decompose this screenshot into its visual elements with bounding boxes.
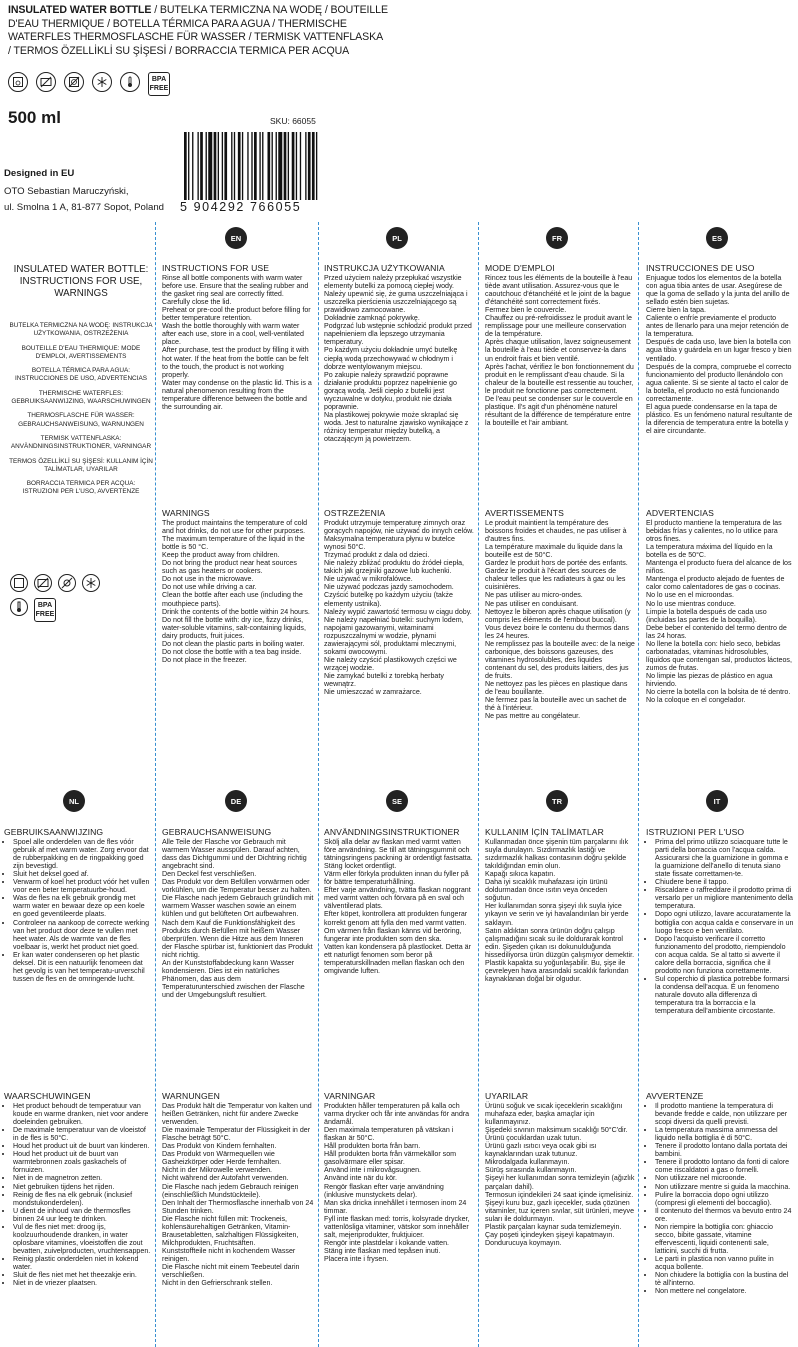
barcode-bar	[218, 132, 219, 200]
paragraph: Värm eller förkyla produkten innan du fyller på för bättre temperaturhållning.	[324, 870, 469, 887]
paragraph: Skölj alla delar av flaskan med varmt vatten före användning. Se till att tätningsgummit och tätningsringens packning är ordentligt fastsatta.	[324, 838, 473, 863]
barcode-bar	[214, 132, 217, 200]
paragraph: Wash the bottle thoroughly with warm water after each use, store in a cool, well-ventilated place.	[162, 322, 304, 347]
paragraph: Den Deckel fest verschließen.	[162, 870, 257, 879]
list-item: • Controleer na aankoop de correcte werking van het product door deze te vullen met heet water. Als de warmte van de fles voelbaar is, werkt het product niet goed.	[13, 919, 152, 951]
barcode-bar	[316, 132, 317, 200]
language-item: BOTELLA TÉRMICA PARA AGUA: INSTRUCCIONES DE USO, ADVERTENCIAS	[15, 367, 147, 383]
paragraph: Na plastikowej pokrywie może skraplać się woda. Jest to naturalne zjawisko wynikające z różnicy temperatur między butelką, a otaczającym ją powietrzem.	[324, 410, 469, 443]
list-item: • Houd het product uit de buurt van warmtebronnen zoals gaskachels of fornuizen.	[13, 1150, 152, 1174]
paragraph: Kunststoffteile nicht in kochendem Wasser reinigen.	[162, 1246, 296, 1263]
paragraph: Çay poşeti içindeyken şişeyi kapatmayın.	[485, 1230, 615, 1239]
paragraph: Czyścić butelkę po każdym użyciu (także elementy ustnika).	[324, 591, 453, 608]
barcode-bar	[242, 132, 243, 200]
section-body	[646, 519, 794, 704]
barcode-bar	[305, 132, 306, 200]
section-heading: VARNINGAR	[324, 1091, 376, 1101]
list-item: • Niet in de magnetron zetten.	[13, 1174, 152, 1182]
paragraph: Ürünü soğuk ve sıcak içeceklerin sıcaklığını muhafaza eder, başka amaçlar için kullanmayınız.	[485, 1102, 623, 1127]
dryer-no-icon	[64, 72, 84, 92]
microwave-no-icon	[36, 72, 56, 92]
paragraph: No cierre la botella con la bolsita de té dentro.	[646, 688, 791, 697]
language-item: THERMOSFLASCHE FÜR WASSER: GEBRAUCHSANWEISUNG, WARNUNGEN	[18, 412, 144, 428]
flag-it: IT	[706, 790, 728, 812]
list-item: • Non utilizzare nel microonde.	[655, 1174, 794, 1182]
barcode-bar	[206, 132, 207, 200]
barcode-bar	[224, 132, 227, 200]
paragraph: Clean the bottle after each use (including the mouthpiece parts).	[162, 591, 303, 608]
divider	[318, 222, 319, 1347]
paragraph: Maksymalna temperatura płynu w butelce wynosi 50°C.	[324, 535, 455, 552]
paragraph: Nicht während der Autofahrt verwenden.	[162, 1174, 289, 1183]
paragraph: Das Produkt von Wärmequellen wie Gasheizkörper oder Herde fernhalten.	[162, 1150, 282, 1167]
paragraph: Do not use while driving a car.	[162, 583, 257, 592]
paragraph: La temperatura máxima del líquido en la botella es de 50°C.	[646, 543, 773, 560]
paragraph: Rengör inte plastdelar i kokande vatten.	[324, 1238, 450, 1247]
divider	[478, 222, 479, 1347]
list-item: • Non chiudere la bottiglia con la bustina del tè all'interno.	[655, 1271, 794, 1287]
language-item: TERMOS ÖZELLİKLİ SU ŞİŞESİ: KULLANIM İÇİN TALİMATLAR, UYARILAR	[9, 457, 153, 473]
paragraph: Nach dem Kauf die Funktionsfähigkeit des Produkts durch Befüllen mit heißem Wasser überprüfen. Wenn die Hitze aus dem Inneren der Flasche spürbar ist, funktioniert das Produkt nicht richtig.	[162, 918, 313, 959]
paragraph: Plastik parçaları kaynar suda temizlemeyin.	[485, 1222, 622, 1231]
barcode-bar	[208, 132, 212, 200]
barcode-bar	[276, 132, 277, 200]
section-heading: UYARILAR	[485, 1091, 529, 1101]
section-heading: KULLANIM İÇİN TALİMATLAR	[485, 827, 604, 837]
paragraph: Alle Teile der Flasche vor Gebrauch mit warmem Wasser ausspülen. Darauf achten, dass das Dichtgummi und der Dichtring richtig angebracht sind.	[162, 838, 307, 871]
symbol-icons-small	[10, 574, 120, 622]
paragraph: Drink the contents of the bottle within 24 hours.	[162, 607, 310, 616]
section-it-warnings	[646, 1092, 794, 1295]
section-es	[646, 264, 794, 435]
bpa-free-icon: BPA FREE	[34, 598, 56, 622]
section-body	[485, 519, 635, 720]
section-se	[324, 828, 474, 975]
language-item: BOUTEILLE D'EAU THERMIQUE: MODE D'EMPLOI, AVERTISSEMENTS	[21, 344, 141, 360]
paragraph: Stäng locket ordentligt.	[324, 862, 397, 871]
paragraph: Keep the product away from children.	[162, 551, 280, 560]
list-item: • Verwarm of koel het product vóór het vullen voor een beter temperatuurbe-houd.	[13, 878, 152, 894]
paragraph: Şişeyi kuru buz, gazlı içecekler, suda çözünen vitaminler, tuz içeren sıvılar, süt ürünleri, meyve suları ile doldurmayın.	[485, 1198, 635, 1223]
list-item: • Riscaldare o raffreddare il prodotto prima di versarlo per un migliore mantenimento della temperatura.	[655, 886, 794, 910]
paragraph: Do not fill the bottle with: dry ice, fizzy drinks, water-soluble vitamins, salt-containing liquids, dairy products, fruit juices.	[162, 615, 306, 640]
barcode-bar	[238, 132, 241, 200]
paragraph: Placera inte i frysen.	[324, 1254, 389, 1263]
section-heading: GEBRUIKSAANWIJZING	[4, 827, 104, 837]
list-item: • Non utilizzare mentre si guida la macchina.	[655, 1183, 794, 1191]
language-item: THERMISCHE WATERFLES: GEBRUIKSAANWIJZING, WAARSCHUWINGEN	[11, 389, 151, 406]
paragraph: Rincez tous les éléments de la bouteille à l'eau tiède avant utilisation. Assurez-vous que le caoutchouc d'étanchéité et le joint de la bague d'étanchéité sont correctement fixés.	[485, 274, 633, 307]
section-heading: INSTRUCTIONS FOR USE	[162, 263, 270, 273]
flag-pl: PL	[386, 227, 408, 249]
barcode	[184, 132, 320, 202]
paragraph: Nettoyez le biberon après chaque utilisation (y compris les éléments de l'embout buccal).	[485, 607, 631, 624]
paragraph: Nie należy zbliżać produktu do źródeł ciepła, takich jak grzejniki gazowe lub kuchenki.	[324, 559, 464, 576]
section-body	[646, 1102, 794, 1295]
paragraph: Ne fermez pas la bouteille avec un sachet de thé à l'intérieur.	[485, 696, 627, 713]
paragraph: Nicht in der Mikrowelle verwenden.	[162, 1166, 272, 1175]
paragraph: Nie używać podczas jazdy samochodem.	[324, 583, 454, 592]
section-heading: GEBRAUCHSANWEISUNG	[162, 827, 272, 837]
product-title: INSULATED WATER BOTTLE / BUTELKA TERMICZNA NA WODĘ / BOUTEILLE D'EAU THERMIQUE / BOTELLA TÉRMICA PARA AGUA / THERMISCHE WATERFLES THERMOSFLASCHE FÜR WASSER / TERMISK VATTENFLASKA / TERMOS ÖZELLİKLİ SU ŞİŞESİ / BORRACCIA TERMICA PER ACQUA	[8, 4, 388, 57]
temperature-icon	[120, 72, 140, 92]
barcode-bar	[312, 132, 315, 200]
paragraph: After purchase, test the product by filling it with hot water. If the heat from the bottle can be felt to the touch, the product is not working properly.	[162, 346, 309, 379]
paragraph: Stäng inte flaskan med tepåsen inuti.	[324, 1246, 441, 1255]
section-se-warnings	[324, 1092, 474, 1263]
paragraph: Ürünü gazlı ısıtıcı veya ocak gibi ısı kaynaklarından uzak tutunuz.	[485, 1142, 597, 1159]
barcode-bar	[288, 132, 289, 200]
list-item: • Was de fles na elk gebruik grondig met warm water en bewaar deze op een koele en goed geventileerde plaats.	[13, 894, 152, 918]
paragraph: Produkten håller temperaturen på kalla och varma drycker och får inte användas för andra ändamål.	[324, 1102, 470, 1127]
section-tr	[485, 828, 635, 983]
paragraph: Limpie la botella después de cada uso (incluidas las partes de la boquilla).	[646, 607, 767, 624]
paragraph: Podgrzać lub wstępnie schłodzić produkt przed napełnieniem dla lepszego utrzymania temperatury.	[324, 322, 472, 347]
barcode-bar	[254, 132, 257, 200]
paragraph: Kapağı sıkıca kapatın.	[485, 870, 556, 879]
list-item: • Pulire la borraccia dopo ogni utilizzo (compresi gli elementi del boccaglio).	[655, 1191, 794, 1207]
sidebar-title: INSULATED WATER BOTTLE: INSTRUCTIONS FOR USE, WARNINGS	[13, 264, 149, 299]
list-item: • Reinig plastic onderdelen niet in kokend water.	[13, 1255, 152, 1271]
list-item: • De maximale temperatuur van de vloeistof in de fles is 50°C.	[13, 1126, 152, 1142]
section-body	[162, 519, 312, 664]
freezer-no-icon	[92, 72, 112, 92]
section-fr-warnings	[485, 509, 635, 720]
paragraph: Die maximale Temperatur der Flüssigkeit in der Flasche beträgt 50°C.	[162, 1126, 311, 1143]
paragraph: Nicht in den Gefrierschrank stellen.	[162, 1279, 273, 1288]
flag-es: ES	[706, 227, 728, 249]
barcode-bar	[234, 132, 235, 200]
barcode-bar	[267, 132, 270, 200]
list-item: • Dopo l'acquisto verificare il corretto funzionamento del prodotto, riempiendolo con acqua calda. Se al tatto si avverte il calore della borraccia, significa che il prodotto non funziona correttamente.	[655, 935, 794, 975]
paragraph: Den maximala temperaturen på vätskan i flaskan är 50°C.	[324, 1126, 454, 1143]
section-fr	[485, 264, 635, 427]
paragraph: Po zakupie należy sprawdzić poprawne działanie produktu poprzez napełnienie go gorącą wodą. Jeśli ciepło z butelki jest wyczuwalne w dotyku, produkt nie działa poprawnie.	[324, 370, 457, 411]
paragraph: Po każdym użyciu dokładnie umyć butelkę ciepłą wodą przechowywać w chłodnym i dobrze wentylowanym miejscu.	[324, 346, 458, 371]
barcode-bar	[262, 132, 263, 200]
barcode-bar	[300, 132, 301, 200]
flag-de: DE	[225, 790, 247, 812]
paragraph: Preheat or pre-cool the product before filling for better temperature retention.	[162, 306, 311, 323]
company-address: OTO Sebastian Maruczyński, ul. Smolna 1 A, 81-877 Sopot, Poland	[4, 186, 165, 213]
paragraph: Después de cada uso, lave bien la botella con agua tibia y guárdela en un lugar fresco y bien ventilado.	[646, 338, 792, 363]
barcode-bar	[184, 132, 187, 200]
paragraph: Mantenga el producto fuera del alcance de los niños.	[646, 559, 792, 576]
paragraph: Après chaque utilisation, lavez soigneusement la bouteille à l'eau tiède et conservez-la dans un endroit frais et bien ventilé.	[485, 338, 631, 363]
paragraph: Håll produkten borta från barn.	[324, 1142, 421, 1151]
paragraph: Satın aldıktan sonra ürünün doğru çalışıp çalışmadığını sıcak su ile doldurarak kontrol edin. Şişeden çıkan ısı dokunulduğunda hissediliyorsa ürün düzgün çalışmıyor demektir.	[485, 926, 635, 959]
paragraph: Do not use in the microwave.	[162, 575, 254, 584]
list-item: • Reinig de fles na elk gebruik (inclusief mondstukonderdelen).	[13, 1191, 152, 1207]
list-item: • Tenere il prodotto lontano dalla portata dei bambini.	[655, 1142, 794, 1158]
paragraph: Mantenga el producto alejado de fuentes de calor como calentadores de gas o cocinas.	[646, 575, 785, 592]
paragraph: Ne remplissez pas la bouteille avec: de la neige carbonique, des boissons gazeuses, des vitamines hydrosolubles, des liquides contenant du sel, des produits laitiers, des jus de fruits.	[485, 639, 635, 680]
flag-en: EN	[225, 227, 247, 249]
paragraph: Man ska dricka innehållet i termosen inom 24 timmar.	[324, 1198, 467, 1215]
paragraph: Mikrodalgada kullanmayın.	[485, 1158, 570, 1167]
section-body	[646, 838, 794, 1015]
section-heading: INSTRUCCIONES DE USO	[646, 263, 755, 273]
paragraph: La température maximale du liquide dans la bouteille est de 50°C.	[485, 543, 623, 560]
list-item: • Het product behoudt de temperatuur van koude en warme dranken, niet voor andere doeleinden gebruiken.	[13, 1102, 152, 1126]
section-heading: ADVERTENCIAS	[646, 508, 714, 518]
barcode-bar	[197, 132, 198, 200]
section-heading: INSTRUKCJA UŻYTKOWANIA	[324, 263, 445, 273]
paragraph: Należy wypić zawartość termosu w ciągu doby.	[324, 607, 472, 616]
language-list	[8, 322, 154, 503]
paragraph: Vous devez boire le contenu du thermos dans les 24 heures.	[485, 623, 629, 640]
list-item: • Chiudere bene il tappo.	[655, 878, 794, 886]
paragraph: Efter varje användning, tvätta flaskan noggrant med varmt vatten och förvara på en sval och välventilerad plats.	[324, 886, 471, 911]
list-item: • Tenere il prodotto lontano da fonti di calore come riscaldatori a gas o fornelli.	[655, 1158, 794, 1174]
capacity: 500 ml	[8, 108, 61, 127]
paragraph: El producto mantiene la temperatura de las bebidas frías y calientes, no lo utilice para otros fines.	[646, 519, 782, 544]
section-de	[162, 828, 314, 999]
section-nl-warnings	[4, 1092, 152, 1287]
list-item: • Vul de fles niet met: droog ijs, koolzuurhoudende dranken, in water oplosbare vitamines, vloeistoffen die zout bevatten, zuivelproducten, vruchtensappen.	[13, 1223, 152, 1255]
paragraph: Die Flasche nicht mit einem Teebeutel darin verschließen.	[162, 1262, 300, 1280]
paragraph: Trzymać produkt z dala od dzieci.	[324, 551, 430, 560]
list-item: • Non mettere nel congelatore.	[655, 1287, 794, 1295]
paragraph: Das Produkt vor dem Befüllen vorwärmen oder vorkühlen, um die Temperatur besser zu halten.	[162, 878, 312, 895]
barcode-bar	[308, 132, 311, 200]
paragraph: Do not bring the product near heat sources such as gas heaters or cookers.	[162, 559, 297, 576]
paragraph: Ne nettoyez pas les pièces en plastique dans de l'eau bouillante.	[485, 679, 628, 697]
paragraph: Ne pas utiliser en conduisant.	[485, 599, 579, 608]
divider	[155, 222, 156, 1347]
list-item: • Sluit de fles niet met het theezakje erin.	[13, 1271, 152, 1279]
barcode-bar	[188, 132, 189, 200]
section-heading: WAARSCHUWINGEN	[4, 1091, 91, 1101]
list-item: • Houd het product uit de buurt van kinderen.	[13, 1142, 152, 1150]
paragraph: The product maintains the temperature of cold and hot drinks, do not use for other purposes.	[162, 519, 308, 536]
paragraph: Carefully close the lid.	[162, 298, 232, 307]
barcode-bar	[278, 132, 282, 200]
section-body	[162, 274, 312, 411]
paragraph: Chauffez ou pré-refroidissez le produit avant le remplissage pour une meilleure conservation de la température.	[485, 314, 632, 339]
list-item: • U dient de inhoud van de thermosfles binnen 24 uur leeg te drinken.	[13, 1207, 152, 1223]
list-item: • Non riempire la bottiglia con: ghiaccio secco, bibite gassate, vitamine effervescenti, liquidi contenenti sale, latticini, succhi di frutta.	[655, 1223, 794, 1255]
language-item: BORRACCIA TERMICA PER ACQUA: ISTRUZIONI PER L'USO, AVVERTENZE	[22, 480, 140, 496]
sku: SKU: 66055	[270, 116, 316, 126]
section-tr-warnings	[485, 1092, 635, 1247]
paragraph: De l'eau peut se condenser sur le couvercle en plastique. Il's agit d'un phénomène naturel résultant de la différence de température entre la bouteille et l'air ambiant.	[485, 394, 633, 427]
list-item: • Prima del primo utilizzo sciacquare tutte le parti della borraccia con l'acqua calda. Assicurarsi che la guarnizione in gomma e la guarnizione dell'anello di tenuta siano state fissate correttamen-te.	[655, 838, 794, 878]
section-de-warnings	[162, 1092, 314, 1287]
barcode-bar	[251, 132, 252, 200]
flag-se: SE	[386, 790, 408, 812]
paragraph: Håll produkten borta från värmekällor som gasolvärmare eller spisar.	[324, 1150, 457, 1167]
paragraph: No lo use mientras conduce.	[646, 599, 736, 608]
paragraph: Nie używać w mikrofalówce.	[324, 575, 413, 584]
paragraph: Le produit maintient la température des boissons froides et chaudes, ne pas utiliser à d'autres fins.	[485, 519, 627, 544]
barcode-bar	[192, 132, 193, 200]
dishwasher-icon	[10, 574, 28, 592]
paragraph: Enjuague todos los elementos de la botella con agua tibia antes de usar. Asegúrese de que la goma de sellado y la junta del anillo de sellado estén bien sujetas.	[646, 274, 790, 307]
paragraph: Daha iyi sıcaklık muhafazası için ürünü doldurmadan önce ısıtın veya önceden soğutun.	[485, 878, 608, 903]
dishwasher-icon	[8, 72, 28, 92]
section-heading: WARNINGS	[162, 508, 210, 518]
freezer-no-icon	[82, 574, 100, 592]
paragraph: Produkt utrzymuje temperaturę zimnych oraz gorących napojów, nie używać do innych celów.	[324, 519, 474, 536]
paragraph: Dokładnie zamknąć pokrywkę.	[324, 314, 420, 323]
section-heading: WARNUNGEN	[162, 1091, 220, 1101]
section-pl	[324, 264, 474, 443]
paragraph: Nie należy napełniać butelki: suchym lodem, napojami gazowanymi, witaminami rozpuszczalnymi w wodzie, płynami zawierającymi sól, produktami mlecznymi, sokami owocowymi.	[324, 615, 464, 656]
section-pl-warnings	[324, 509, 474, 696]
list-item: • La temperatura massima ammessa del liquido nella bottiglia è di 50°C.	[655, 1126, 794, 1142]
section-body	[646, 274, 794, 435]
paragraph: Después de la compra, compruebe el correcto funcionamiento del producto llenándolo con agua caliente. Si se siente al tacto el calor de la botella, el producto no está funcionando correctamente.	[646, 362, 792, 403]
paragraph: No lo use en el microondas.	[646, 591, 734, 600]
section-body	[485, 1102, 635, 1247]
section-heading: MODE D'EMPLOI	[485, 263, 555, 273]
section-body	[4, 1102, 152, 1287]
paragraph: No limpie las piezas de plástico en agua hirviendo.	[646, 671, 773, 688]
barcode-bar	[272, 132, 273, 200]
flag-nl: NL	[63, 790, 85, 812]
paragraph: Rinse all bottle components with warm water before use. Ensure that the sealing rubber and the gasket ring seal are correctly fitted.	[162, 274, 309, 299]
paragraph: Nie umieszczać w zamrażarce.	[324, 688, 422, 697]
section-it	[646, 828, 794, 1015]
paragraph: Ne pas mettre au congélateur.	[485, 712, 581, 721]
barcode-bar	[231, 132, 232, 200]
paragraph: Her kullanımdan sonra şişeyi ılık suyla iyice yıkayın ve serin ve iyi havalandırılan bir yerde saklayın.	[485, 902, 629, 927]
list-item: • Spoel alle onderdelen van de fles vóór gebruik af met warm water. Zorg ervoor dat de rubberpakking en de ringpakking goed zijn bevestigd.	[13, 838, 152, 870]
section-heading: AVVERTENZE	[646, 1091, 704, 1101]
list-item: • Sul coperchio di plastica potrebbe formarsi la condensa dell'acqua. È un fenomeno naturale dovuto alla differenza di temperatura tra la borraccia e la temperatura dell'ambiente circostante.	[655, 975, 794, 1015]
paragraph: No llene la botella con: hielo seco, bebidas carbonatadas, vitaminas hidrosolubles, líquidos que contengan sal, productos lácteos, zumos de frutas.	[646, 639, 792, 672]
paragraph: Dondurucuya koymayın.	[485, 1238, 562, 1247]
divider	[638, 222, 639, 1347]
paragraph: Använd inte när du kör.	[324, 1174, 397, 1183]
paragraph: Ne pas utiliser au micro-ondes.	[485, 591, 583, 600]
designed-in: Designed in EU	[4, 168, 75, 179]
section-body	[324, 838, 474, 975]
paragraph: Caliente o enfríe previamente el producto antes de llenarlo para una mejor retención de la temperatura.	[646, 314, 789, 339]
list-item: • Le parti in plastica non vanno pulite in acqua bollente.	[655, 1255, 794, 1271]
paragraph: Plastik kapakta su yoğunlaşabilir. Bu, şişe ile çevreleyen hava arasındaki sıcaklık farkından kaynaklanan doğal bir olgudur.	[485, 958, 629, 983]
paragraph: Efter köpet, kontrollera att produkten fungerar korrekt genom att fylla den med varmt vatten. Om värmen från flaskan känns vid beröring, fungerar inte produkten som den ska.	[324, 910, 468, 943]
section-body	[324, 274, 474, 443]
section-body	[4, 838, 152, 983]
paragraph: Fermez bien le couvercle.	[485, 306, 567, 315]
section-body	[162, 1102, 314, 1287]
barcode-bar	[284, 132, 287, 200]
language-item: BUTELKA TERMICZNA NA WODĘ: INSTRUKCJA UŻYTKOWANIA, OSTRZEŻENIA	[9, 322, 153, 338]
barcode-bar	[247, 132, 248, 200]
bpa-free-icon: BPA FREE	[148, 72, 170, 96]
paragraph: Do not place in the freezer.	[162, 655, 247, 664]
paragraph: Das Produkt von Kindern fernhalten.	[162, 1142, 277, 1151]
barcode-bar	[259, 132, 260, 200]
barcode-bar	[296, 132, 297, 200]
paragraph: Do not clean the plastic parts in boiling water.	[162, 639, 305, 648]
barcode-bar	[292, 132, 295, 200]
section-en-warnings	[162, 509, 312, 664]
list-item: • Sluit het deksel goed af.	[13, 870, 152, 878]
section-body	[324, 519, 474, 696]
paragraph: Termosun içindekileri 24 saat içinde içmelisiniz.	[485, 1190, 634, 1199]
section-body	[162, 838, 314, 999]
paragraph: Gardez le produit à l'écart des sources de chaleur telles que les radiateurs à gaz ou les cuisinières.	[485, 567, 626, 592]
list-item: • Niet gebruiken tijdens het rijden.	[13, 1183, 152, 1191]
language-item: TERMISK VATTENFLASKA: ANVÄNDNINGSINSTRUKTIONER, VARNINGAR	[10, 434, 152, 451]
paragraph: Den Inhalt der Thermosflasche innerhalb von 24 Stunden trinken.	[162, 1198, 314, 1215]
list-item: • Dopo ogni utilizzo, lavare accuratamente la bottiglia con acqua calda e conservare in un luogo fresco e ben ventilato.	[655, 910, 794, 934]
paragraph: Do not close the bottle with a tea bag inside.	[162, 647, 302, 656]
paragraph: An der Kunststoffabdeckung kann Wasser kondensieren. Dies ist ein natürliches Phänomen, das aus dem Temperaturunterschied zwischen der Flasche und der Umgebungsluft resultiert.	[162, 958, 305, 999]
paragraph: Water may condense on the plastic lid. This is a natural phenomenon resulting from the temperature difference between the bottle and the surrounding air.	[162, 378, 312, 411]
list-item: • Er kan water condenseren op het plastic deksel. Dit is een natuurlijk fenomeen dat het gevolg is van het temperatu-urverschil tussen de fles en de omringende lucht.	[13, 951, 152, 983]
list-item: • Il contenuto del thermos va bevuto entro 24 ore.	[655, 1207, 794, 1223]
paragraph: Après l'achat, vérifiez le bon fonctionnement du produit en le remplissant d'eau chaude. Si la chaleur de la bouteille est ressentie au toucher, le produit ne fonctionne pas correctement.	[485, 362, 634, 395]
paragraph: Rengör flaskan efter varje användning (inklusive munstyckets delar).	[324, 1182, 444, 1199]
list-item: • Il prodotto mantiene la temperatura di bevande fredde e calde, non utilizzare per scopi diversi da quelli previsti.	[655, 1102, 794, 1126]
paragraph: Die Flasche nicht füllen mit: Trockeneis, kohlensäurehaltigen Getränken, Vitamin-Brausetabletten, salzhaltigen Flüssigkeiten, Milchprodukten, Fruchtsäften.	[162, 1214, 299, 1247]
paragraph: Şişedeki sıvının maksimum sıcaklığı 50°C'dir.	[485, 1126, 628, 1135]
paragraph: Sürüş sırasında kullanmayın.	[485, 1166, 577, 1175]
section-nl	[4, 828, 152, 983]
section-heading: ANVÄNDNINGSINSTRUKTIONER	[324, 827, 460, 837]
flag-tr: TR	[546, 790, 568, 812]
paragraph: Die Flasche nach jedem Gebrauch gründlich mit warmem Wasser waschen sowie an einem kühlen und gut belüfteten Ort aufbewahren.	[162, 894, 314, 919]
paragraph: Şişeyi her kullanımdan sonra temizleyin (ağızlık parçaları dahil).	[485, 1174, 635, 1191]
section-heading: AVERTISSEMENTS	[485, 508, 564, 518]
barcode-bar	[222, 132, 223, 200]
paragraph: Przed użyciem należy przepłukać wszystkie elementy butelki za pomocą ciepłej wody. Należy upewnić się, że guma uszczelniająca i uszczelka pierścienia uszczelniającego są prawidłowo zamocowane.	[324, 274, 468, 315]
paragraph: Vatten kan kondensera på plastlocket. Detta är ett naturligt fenomen som beror på temperaturskillnaden mellan flaskan och den omgivande luften.	[324, 942, 471, 975]
paragraph: No la coloque en el congelador.	[646, 696, 746, 705]
paragraph: Cierre bien la tapa.	[646, 306, 706, 315]
section-heading: ISTRUZIONI PER L'USO	[646, 827, 745, 837]
paragraph: Fyll inte flaskan med: torris, kolsyrade drycker, vattenlösliga vitaminer, vätskor som innehåller salt, mejeriprodukter, fruktjuicer.	[324, 1214, 470, 1239]
flag-fr: FR	[546, 227, 568, 249]
temperature-icon	[10, 598, 28, 616]
symbol-icons	[8, 72, 170, 96]
paragraph: Debe beber el contenido del termo dentro de las 24 horas.	[646, 623, 787, 640]
microwave-no-icon	[34, 574, 52, 592]
paragraph: Nie należy czyścić plastikowych części we wrzącej wodzie.	[324, 655, 457, 672]
paragraph: Kullanmadan önce şişenin tüm parçalarını ılık suyla durulayın. Sızdırmazlık lastiği ve sızdırmazlık halkası contasının doğru şekilde takıldığından emin olun.	[485, 838, 629, 871]
barcode-number: 5 904292 766055	[180, 200, 302, 214]
barcode-bar	[200, 132, 203, 200]
section-body	[324, 1102, 474, 1263]
paragraph: Ürünü çocuklardan uzak tutun.	[485, 1134, 582, 1143]
paragraph: Nie zamykać butelki z torebką herbaty wewnątrz.	[324, 671, 444, 688]
section-heading: OSTRZEŻENIA	[324, 508, 386, 518]
dryer-no-icon	[58, 574, 76, 592]
paragraph: The maximum temperature of the liquid in the bottle is 50 °C.	[162, 535, 305, 552]
paragraph: Använd inte i mikrovågsugnen.	[324, 1166, 422, 1175]
section-body	[485, 838, 635, 983]
section-es-warnings	[646, 509, 794, 704]
paragraph: El agua puede condensarse en la tapa de plástico. Es un fenómeno natural resultante de la diferencia de temperatura entre la botella y el aire circundante.	[646, 402, 793, 435]
paragraph: Die Flasche nach jedem Gebrauch reinigen (einschließlich Mundstückteile).	[162, 1182, 299, 1199]
section-body	[485, 274, 635, 427]
paragraph: Gardez le produit hors de portée des enfants.	[485, 559, 628, 568]
section-en	[162, 264, 312, 411]
paragraph: Das Produkt hält die Temperatur von kalten und heißen Getränken, nicht für andere Zwecke verwenden.	[162, 1102, 312, 1127]
list-item: • Niet in de vriezer plaatsen.	[13, 1279, 152, 1287]
